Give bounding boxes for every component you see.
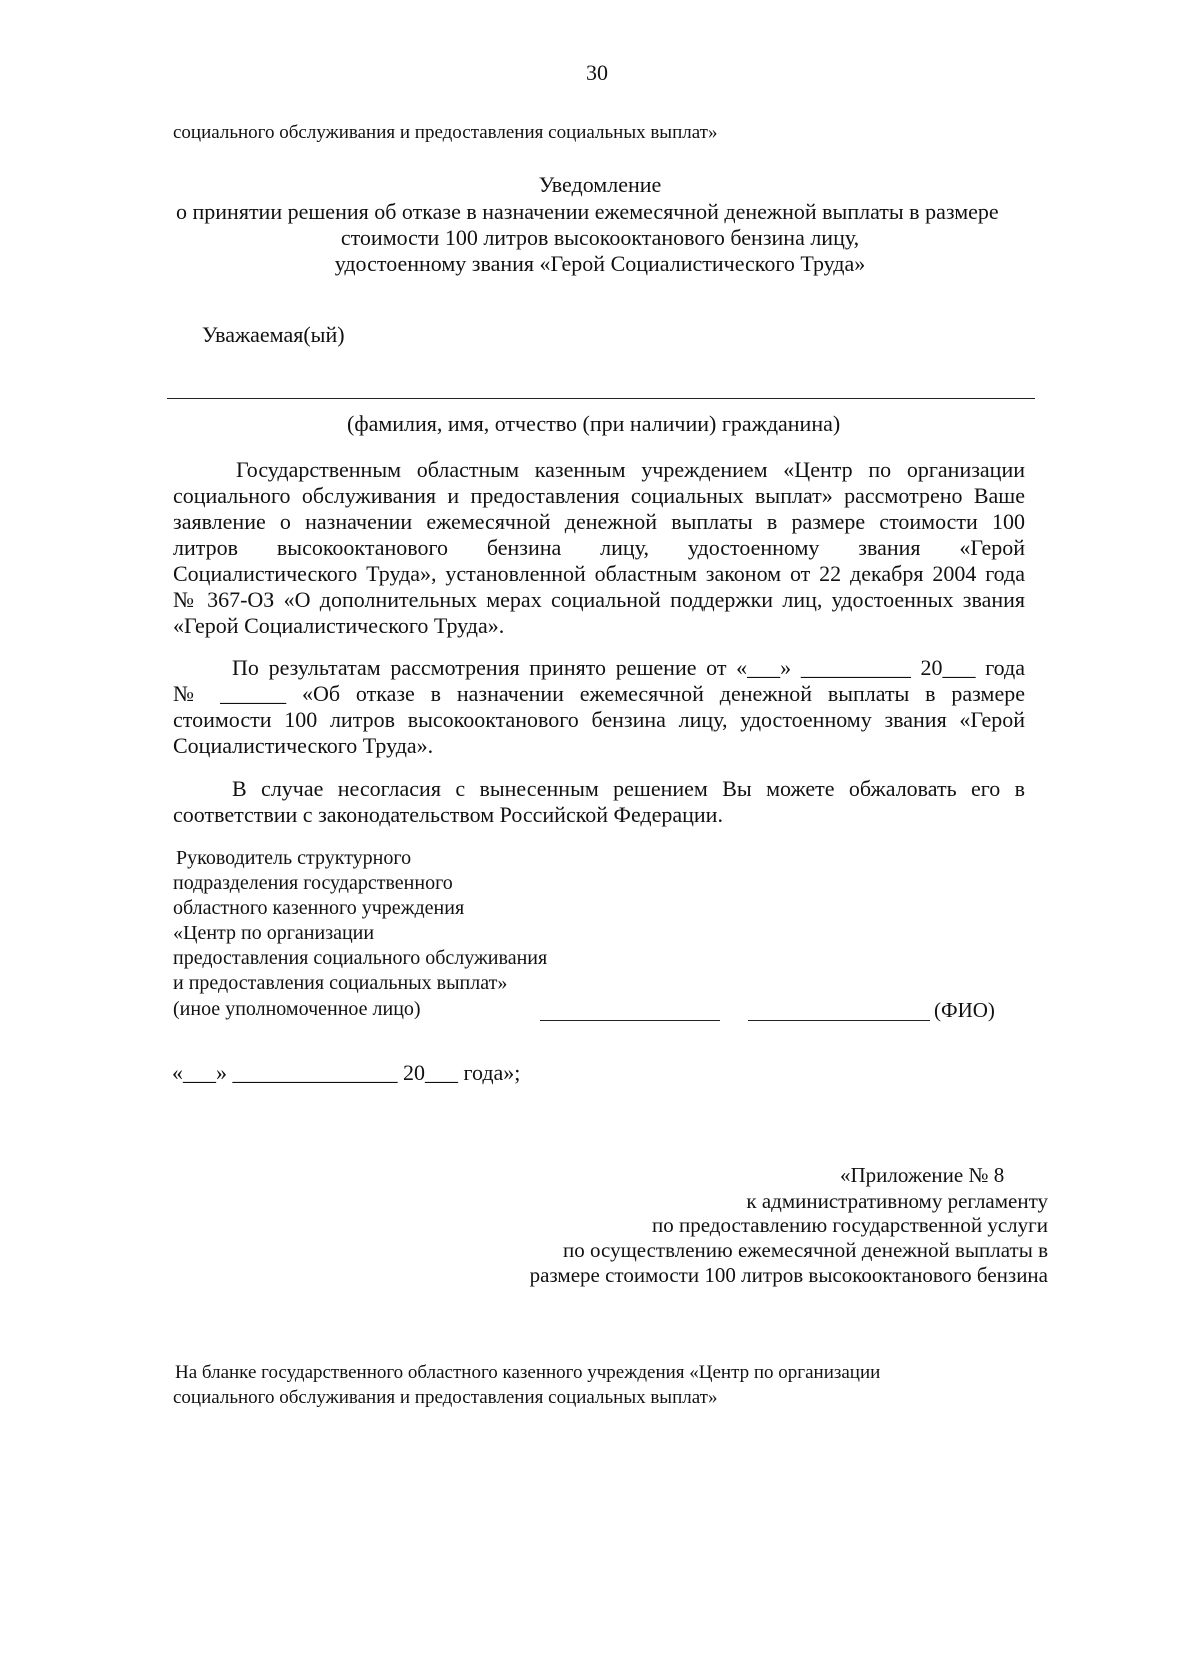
text-line: «Герой Социалистического Труда». xyxy=(173,613,505,638)
text-line: социального обслуживания и предоставления социальных выплат» рассмотрено Ваше xyxy=(173,483,1025,508)
signatory-line: и предоставления социальных выплат» xyxy=(173,972,508,994)
text-line: стоимости 100 литров высокооктанового бензина лицу, удостоенному звания «Герой xyxy=(173,707,1025,732)
title-line: стоимости 100 литров высокооктанового бензина лицу, xyxy=(340,225,860,250)
title-line: удостоенному звания «Герой Социалистического Труда» xyxy=(334,251,866,276)
text-line: соответствии с законодательством Российской Федерации. xyxy=(173,802,723,827)
header-continuation: социального обслуживания и предоставления социальных выплат» xyxy=(173,122,718,143)
appendix-line: «Приложение № 8 xyxy=(840,1163,1005,1187)
text-line: В случае несогласия с вынесенным решением Вы можете обжаловать его в xyxy=(232,776,1025,801)
letterhead-line: На бланке государственного областного казенного учреждения «Центр по организации xyxy=(175,1362,881,1383)
text-line: Государственным областным казенным учреждением «Центр по организации xyxy=(236,457,1025,482)
text-line: № 367-ОЗ «О дополнительных мерах социальной поддержки лиц, удостоенных звания xyxy=(173,587,1025,612)
appendix-line: по осуществлению ежемесячной денежной выплаты в xyxy=(563,1238,1048,1262)
appendix-line: к административному регламенту xyxy=(746,1189,1048,1213)
text-line: Социалистического Труда». xyxy=(173,733,434,758)
text-line: литров высокооктанового бензина лицу, удостоенному звания «Герой xyxy=(173,535,1025,560)
appendix-line: размере стоимости 100 литров высокооктанового бензина xyxy=(529,1263,1048,1287)
salutation: Уважаемая(ый) xyxy=(202,322,345,347)
text-line: Социалистического Труда», установленной областным законом от 22 декабря 2004 года xyxy=(173,561,1025,586)
fio-underline xyxy=(167,398,1035,399)
signatory-line: «Центр по организации xyxy=(173,922,375,944)
title-line: Уведомление xyxy=(538,172,662,197)
text-line: № ______ «Об отказе в назначении ежемесячной денежной выплаты в размере xyxy=(173,681,1025,706)
fio-label: (ФИО) xyxy=(934,998,995,1022)
letterhead-line: социального обслуживания и предоставления социальных выплат» xyxy=(173,1387,718,1408)
signatory-line: Руководитель структурного xyxy=(176,847,412,869)
name-underline xyxy=(748,1020,930,1021)
signature-underline xyxy=(540,1020,720,1021)
signatory-line: (иное уполномоченное лицо) xyxy=(173,998,421,1020)
signatory-line: областного казенного учреждения xyxy=(173,897,465,919)
page-number: 30 xyxy=(586,60,608,85)
date-line: «___» _______________ 20___ года»; xyxy=(172,1060,521,1085)
appendix-line: по предоставлению государственной услуги xyxy=(652,1213,1048,1237)
signatory-line: предоставления социального обслуживания xyxy=(173,947,548,969)
signatory-line: подразделения государственного xyxy=(173,872,453,894)
title-line: о принятии решения об отказе в назначении ежемесячной денежной выплаты в размере xyxy=(176,199,999,224)
text-line: заявление о назначении ежемесячной денежной выплаты в размере стоимости 100 xyxy=(173,509,1025,534)
fio-caption: (фамилия, имя, отчество (при наличии) гражданина) xyxy=(347,411,841,436)
text-line: По результатам рассмотрения принято решение от «___» __________ 20___ года xyxy=(232,655,1025,680)
